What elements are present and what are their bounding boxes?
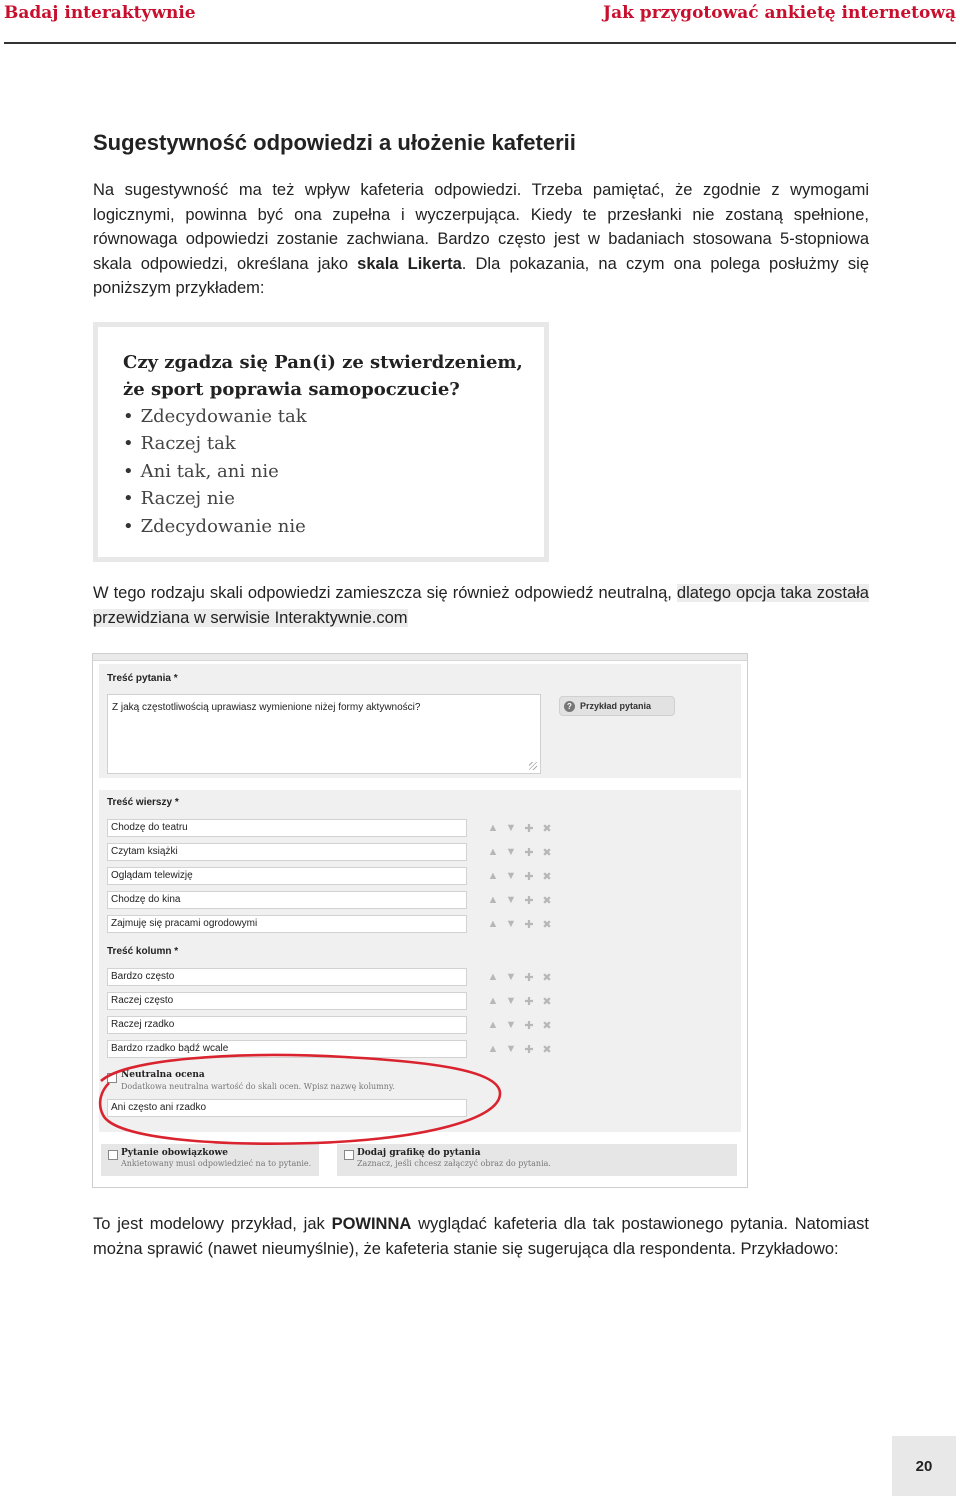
plus-icon[interactable]: ✚ [524,918,534,931]
paragraph-model [93,1212,869,1261]
arrow-up-icon[interactable]: ▲ [487,822,499,834]
close-icon[interactable]: ✖ [542,894,552,907]
neutral-input[interactable]: Ani często ani rzadko [107,1099,467,1117]
column-item [107,1016,552,1034]
column-input[interactable]: Raczej często [107,992,467,1010]
row-controls [487,820,557,836]
mandatory-option-panel [101,1144,319,1176]
arrow-down-icon[interactable]: ▼ [505,918,517,930]
form-topbar [93,654,747,661]
paragraph-model-text-1: To jest modelowy przykład, jak [93,1215,332,1233]
highlighted-text: dlatego opcja taka została przewidziana w serwisie Interaktywnie.com [93,584,869,627]
columns-label-text: Treść kolumn [107,946,172,957]
columns-label [107,946,178,957]
likert-question: Czy zgadza się Pan(i) ze stwierdzeniem, że sport poprawia samopoczucie? [123,352,523,400]
paragraph-intro [93,178,869,301]
emphasis-powinna: POWINNA [331,1215,412,1233]
rows-label [107,797,179,808]
plus-icon[interactable]: ✚ [524,1043,534,1056]
neutral-description: Dodatkowa neutralna wartość do skali ocen. Wpisz nazwę kolumny. [121,1082,395,1091]
arrow-down-icon[interactable]: ▼ [505,1043,517,1055]
arrow-down-icon[interactable]: ▼ [505,846,517,858]
section-title: Sugestywność odpowiedzi a ułożenie kafeterii [93,130,576,155]
arrow-up-icon[interactable]: ▲ [487,870,499,882]
paragraph-neutral [93,581,869,630]
row-controls [487,844,557,860]
column-controls [487,1017,557,1033]
rows-label-text: Treść wierszy [107,797,173,808]
image-title: Dodaj grafikę do pytania [357,1148,481,1158]
header-left-title: Badaj interaktywnie [4,3,196,23]
close-icon[interactable]: ✖ [542,870,552,883]
row-input[interactable]: Zajmuję się pracami ogrodowymi [107,915,467,933]
plus-icon[interactable]: ✚ [524,822,534,835]
question-textarea[interactable] [107,694,541,774]
row-input[interactable]: Chodzę do teatru [107,819,467,837]
mandatory-checkbox[interactable] [108,1150,118,1160]
close-icon[interactable]: ✖ [542,918,552,931]
plus-icon[interactable]: ✚ [524,995,534,1008]
plus-icon[interactable]: ✚ [524,894,534,907]
column-controls [487,969,557,985]
arrow-up-icon[interactable]: ▲ [487,1043,499,1055]
required-mark: * [173,673,178,684]
close-icon[interactable]: ✖ [542,846,552,859]
plus-icon[interactable]: ✚ [524,971,534,984]
arrow-up-icon[interactable]: ▲ [487,918,499,930]
plus-icon[interactable]: ✚ [524,846,534,859]
example-question-label: Przykład pytania [580,701,652,711]
column-input[interactable]: Bardzo często [107,968,467,986]
row-input[interactable]: Czytam książki [107,843,467,861]
mandatory-description: Ankietowany musi odpowiedzieć na to pytanie. [121,1159,312,1168]
row-item [107,843,552,861]
image-description: Zaznacz, jeśli chcesz załączyć obraz do pytania. [357,1159,551,1168]
arrow-up-icon[interactable]: ▲ [487,894,499,906]
paragraph-intro-text-1: Na sugestywność ma też wpływ kafeteria odpowiedzi. Trzeba pamiętać, że zgodnie z wymogami logicznymi, powinna być ona zupełna i wyczerpująca. Kiedy te przesłanki nie zostaną spełnione, równowaga odpowiedzi zostanie zachwiana. Bardzo często jest w badaniach stosowana 5-stopniowa skala odpowiedzi, określana jako [93,181,869,273]
header-right-title: Jak przygotować ankietę internetową [603,3,956,23]
arrow-up-icon[interactable]: ▲ [487,1019,499,1031]
required-mark: * [174,797,179,808]
arrow-down-icon[interactable]: ▼ [505,894,517,906]
row-input[interactable]: Chodzę do kina [107,891,467,909]
column-item [107,968,552,986]
close-icon[interactable]: ✖ [542,1019,552,1032]
arrow-down-icon[interactable]: ▼ [505,822,517,834]
row-item [107,891,552,909]
circle-stroke [100,1055,500,1144]
close-icon[interactable]: ✖ [542,995,552,1008]
row-item [107,867,552,885]
plus-icon[interactable]: ✚ [524,870,534,883]
row-controls [487,892,557,908]
likert-term: skala Likerta [357,254,462,273]
row-item [107,915,552,933]
page-number: 20 [892,1436,956,1496]
likert-option: • Zdecydowanie nie [123,513,307,540]
column-controls [487,993,557,1009]
question-label-text: Treść pytania [107,673,171,684]
plus-icon[interactable]: ✚ [524,1019,534,1032]
likert-option: • Ani tak, ani nie [123,458,307,485]
resize-grip-icon[interactable] [529,762,537,770]
close-icon[interactable]: ✖ [542,1043,552,1056]
likert-option: • Zdecydowanie tak [123,403,307,430]
paragraph-neutral-text: W tego rodzaju skali odpowiedzi zamieszcza się również odpowiedź neutralną, [93,584,677,602]
arrow-up-icon[interactable]: ▲ [487,971,499,983]
close-icon[interactable]: ✖ [542,822,552,835]
column-input[interactable]: Bardzo rzadko bądź wcale [107,1040,467,1058]
arrow-down-icon[interactable]: ▼ [505,1019,517,1031]
header-rule [4,42,956,44]
likert-example-box [93,322,549,562]
question-mark-icon: ? [564,701,575,712]
close-icon[interactable]: ✖ [542,971,552,984]
column-input[interactable]: Raczej rzadko [107,1016,467,1034]
question-textarea-value: Z jaką częstotliwością uprawiasz wymienione niżej formy aktywności? [112,702,421,713]
arrow-down-icon[interactable]: ▼ [505,971,517,983]
example-question-button[interactable] [559,696,675,716]
likert-option: • Raczej tak [123,430,307,457]
likert-option: • Raczej nie [123,485,307,512]
arrow-up-icon[interactable]: ▲ [487,995,499,1007]
required-mark: * [174,946,179,957]
mandatory-title: Pytanie obowiązkowe [121,1148,228,1158]
red-highlight-circle [95,1053,503,1147]
arrow-up-icon[interactable]: ▲ [487,846,499,858]
image-option-panel [337,1144,737,1176]
image-checkbox[interactable] [344,1150,354,1160]
question-label [107,673,178,684]
likert-options [123,403,307,540]
paragraph-model-text-2: wyglądać kafeteria dla tak postawionego pytania. Natomiast można sprawić (nawet nieumyślnie), że kafeteria stanie się sugerująca dla respondenta. Przykładowo: [93,1215,869,1258]
arrow-down-icon[interactable]: ▼ [505,995,517,1007]
row-item [107,819,552,837]
question-panel [99,664,741,778]
arrow-down-icon[interactable]: ▼ [505,870,517,882]
column-item [107,992,552,1010]
row-input[interactable]: Oglądam telewizję [107,867,467,885]
row-controls [487,916,557,932]
neutral-title: Neutralna ocena [121,1070,205,1080]
row-controls [487,868,557,884]
paragraph-intro-text-2: . Dla pokazania, na czym ona polega posłużmy się poniższym przykładem: [93,254,869,297]
